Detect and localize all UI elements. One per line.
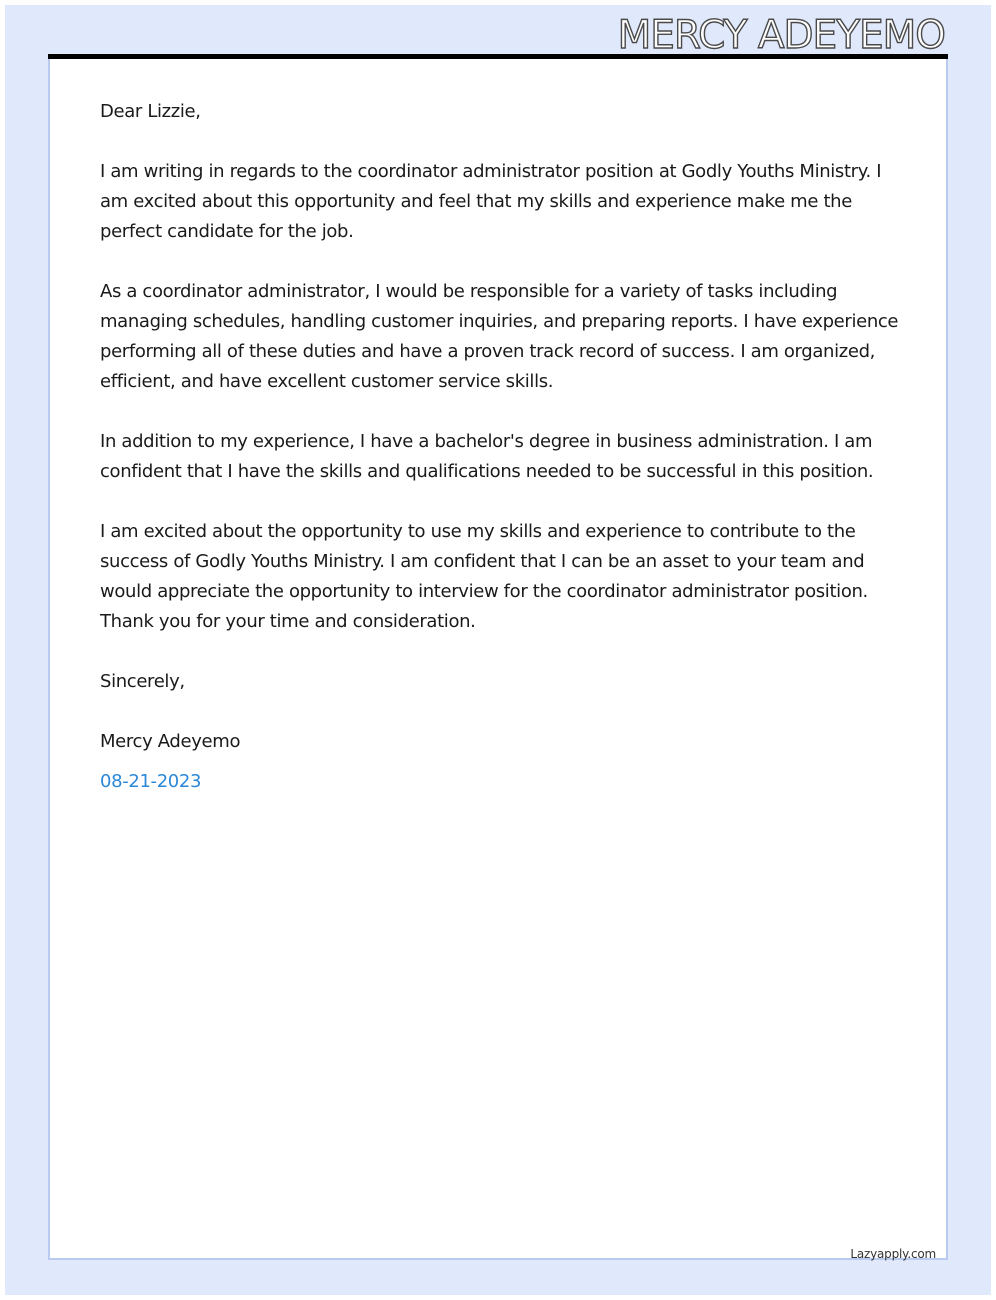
salutation: Dear Lizzie, [100,101,201,122]
letter-body [100,97,900,797]
paragraph-1: I am writing in regards to the coordinator administrator position at Godly Youths Ministry. I am excited about this opportunity and feel that my skills and experience make me the perfect candidate for the job. [100,161,882,242]
closing: Sincerely, [100,671,185,692]
paragraph-3: In addition to my experience, I have a bachelor's degree in business administration. I am confident that I have the skills and qualifications needed to be successful in this position. [100,431,874,482]
footer-brand: Lazyapply.com [850,1247,936,1261]
paragraph-2: As a coordinator administrator, I would be responsible for a variety of tasks including managing schedules, handling customer inquiries, and preparing reports. I have experience performing all of these duties and have a proven track record of success. I am organized, efficient, and have excellent customer service skills. [100,281,899,392]
letter-date: 08-21-2023 [100,771,202,792]
header-name: MERCY ADEYEMO [617,13,945,58]
signature: Mercy Adeyemo [100,731,241,752]
paragraph-4: I am excited about the opportunity to use my skills and experience to contribute to the success of Godly Youths Ministry. I am confident that I can be an asset to your team and would appreciate the opportunity to interview for the coordinator administrator position. Thank you for your time and consideration. [100,521,868,632]
